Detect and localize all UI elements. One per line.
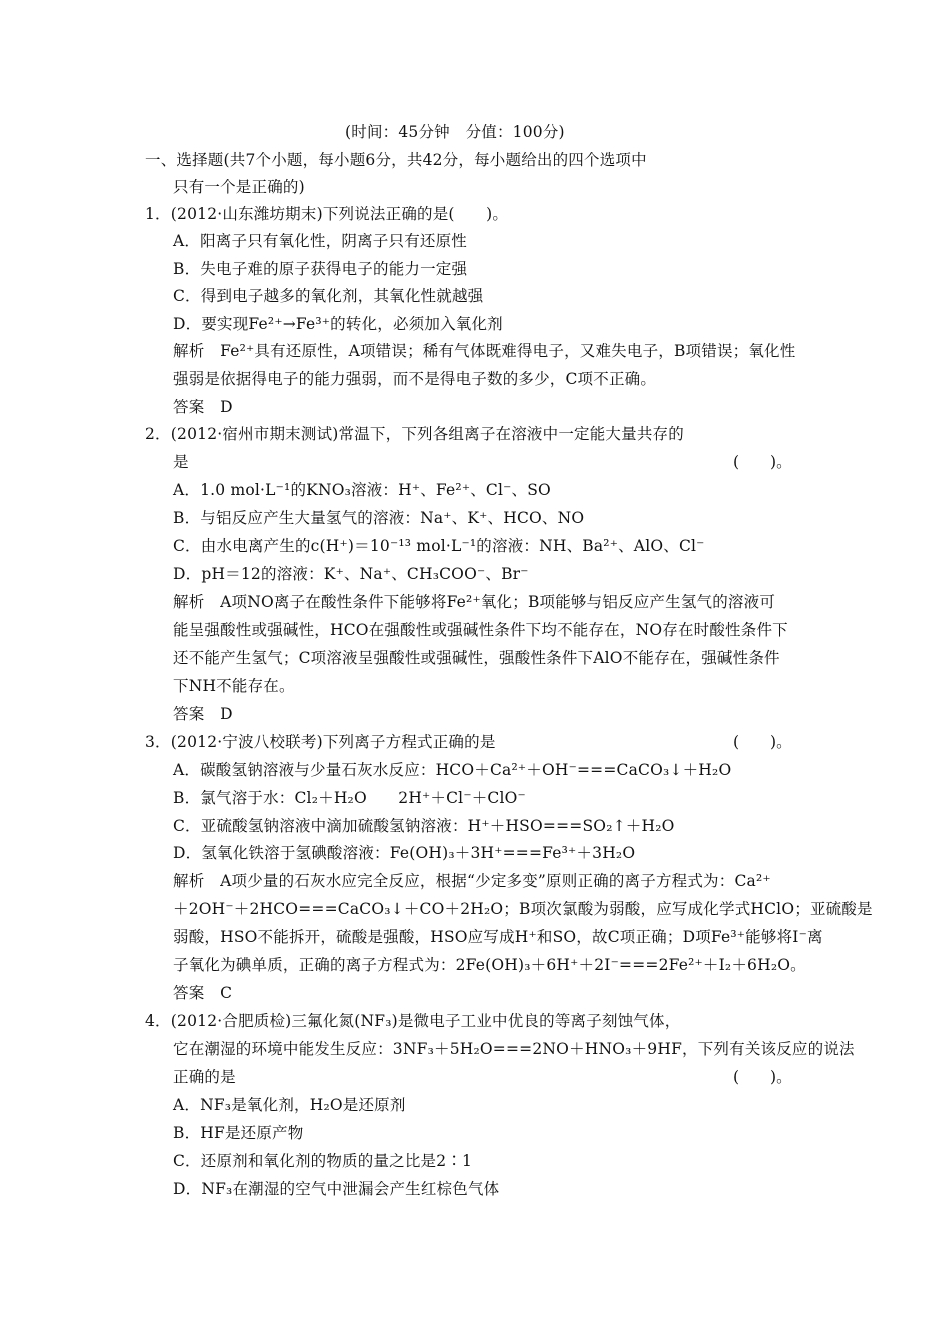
section-title: 一、选择题(共7个小题，每小题6分，共42分，每小题给出的四个选项中: [145, 151, 647, 169]
question-2-stem: 2．(2012·宿州市期末测试)常温下，下列各组离子在溶液中一定能大量共存的: [145, 425, 684, 443]
question-3-option-b: B．氯气溶于水：Cl₂＋H₂O 2H⁺＋Cl⁻＋ClO⁻: [173, 789, 526, 807]
question-4-stem-cont: 正确的是: [173, 1068, 236, 1086]
question-4-option-b: B．HF是还原产物: [173, 1124, 304, 1142]
question-4-option-a: A．NF₃是氧化剂，H₂O是还原剂: [173, 1096, 406, 1114]
question-2-analysis-line: 解析 A项NO离子在酸性条件下能够将Fe²⁺氧化；B项能够与铝反应产生氢气的溶液可: [173, 593, 776, 611]
question-2-option-d: D．pH＝12的溶液：K⁺、Na⁺、CH₃COO⁻、Br⁻: [173, 565, 529, 583]
question-1-option-d: D．要实现Fe²⁺→Fe³⁺的转化，必须加入氧化剂: [173, 315, 503, 333]
question-4-stem: 4．(2012·合肥质检)三氟化氮(NF₃)是微电子工业中优良的等离子刻蚀气体，: [145, 1012, 681, 1030]
question-1-option-a: A．阳离子只有氧化性，阴离子只有还原性: [173, 232, 467, 250]
question-3-analysis-line: 解析 A项少量的石灰水应完全反应，根据“少定多变”原则正确的离子方程式为：Ca²⁺: [173, 872, 771, 890]
question-2-stem-cont: 是: [173, 453, 189, 471]
question-3-option-a: A．碳酸氢钠溶液与少量石灰水反应：HCO＋Ca²⁺＋OH⁻===CaCO₃↓＋H₂O: [173, 761, 732, 779]
question-1-option-b: B．失电子难的原子获得电子的能力一定强: [173, 260, 468, 278]
question-3-answer: 答案 C: [173, 984, 233, 1002]
question-4-option-d: D．NF₃在潮湿的空气中泄漏会产生红棕色气体: [173, 1180, 500, 1198]
question-2-option-a: A．1.0 mol·L⁻¹的KNO₃溶液：H⁺、Fe²⁺、Cl⁻、SO: [173, 481, 551, 499]
question-2-option-c: C．由水电离产生的c(H⁺)＝10⁻¹³ mol·L⁻¹的溶液：NH、Ba²⁺、AlO、Cl⁻: [173, 537, 705, 555]
question-2-analysis-line: 下NH不能存在。: [173, 677, 295, 695]
question-2-analysis-line: 还不能产生氢气；C项溶液呈强酸性或强碱性，强酸性条件下AlO不能存在，强碱性条件: [173, 649, 780, 667]
question-2-answer: 答案 D: [173, 705, 233, 723]
question-2-analysis-line: 能呈强酸性或强碱性，HCO在强酸性或强碱性条件下均不能存在，NO存在时酸性条件下: [173, 621, 788, 639]
question-3-analysis-line: 弱酸，HSO不能拆开，硫酸是强酸，HSO应写成H⁺和SO，故C项正确；D项Fe³⁺能够将I⁻离: [173, 928, 823, 946]
question-4-option-c: C．还原剂和氧化剂的物质的量之比是2∶1: [173, 1152, 473, 1170]
question-1-analysis-line: 解析 Fe²⁺具有还原性，A项错误；稀有气体既难得电子，又难失电子，B项错误；氧化性: [173, 342, 796, 360]
question-3-option-c: C．亚硫酸氢钠溶液中滴加硫酸氢钠溶液：H⁺＋HSO===SO₂↑＋H₂O: [173, 817, 675, 835]
question-2-answer-blank: ( )。: [733, 453, 792, 471]
exam-header: (时间：45分钟 分值：100分): [345, 123, 565, 141]
question-1-answer: 答案 D: [173, 398, 233, 416]
question-3-stem: 3．(2012·宁波八校联考)下列离子方程式正确的是: [145, 733, 496, 751]
question-3-analysis-line: 子氧化为碘单质，正确的离子方程式为：2Fe(OH)₃＋6H⁺＋2I⁻===2Fe²⁺＋I₂＋6H₂O。: [173, 956, 806, 974]
question-4-answer-blank: ( )。: [733, 1068, 792, 1086]
question-3-answer-blank: ( )。: [733, 733, 792, 751]
question-1-analysis-line: 强弱是依据得电子的能力强弱，而不是得电子数的多少，C项不正确。: [173, 370, 657, 388]
question-1-stem: 1．(2012·山东潍坊期末)下列说法正确的是( )。: [145, 205, 509, 223]
question-3-analysis-line: ＋2OH⁻＋2HCO===CaCO₃↓＋CO＋2H₂O；B项次氯酸为弱酸，应写成化学式HClO；亚硫酸是: [173, 900, 873, 918]
question-4-stem-cont: 它在潮湿的环境中能发生反应：3NF₃＋5H₂O===2NO＋HNO₃＋9HF，下列有关该反应的说法: [173, 1040, 855, 1058]
question-2-option-b: B．与铝反应产生大量氢气的溶液：Na⁺、K⁺、HCO、NO: [173, 509, 585, 527]
question-1-option-c: C．得到电子越多的氧化剂，其氧化性就越强: [173, 287, 484, 305]
question-3-option-d: D．氢氧化铁溶于氢碘酸溶液：Fe(OH)₃＋3H⁺===Fe³⁺＋3H₂O: [173, 844, 636, 862]
section-title-cont: 只有一个是正确的): [173, 178, 305, 196]
